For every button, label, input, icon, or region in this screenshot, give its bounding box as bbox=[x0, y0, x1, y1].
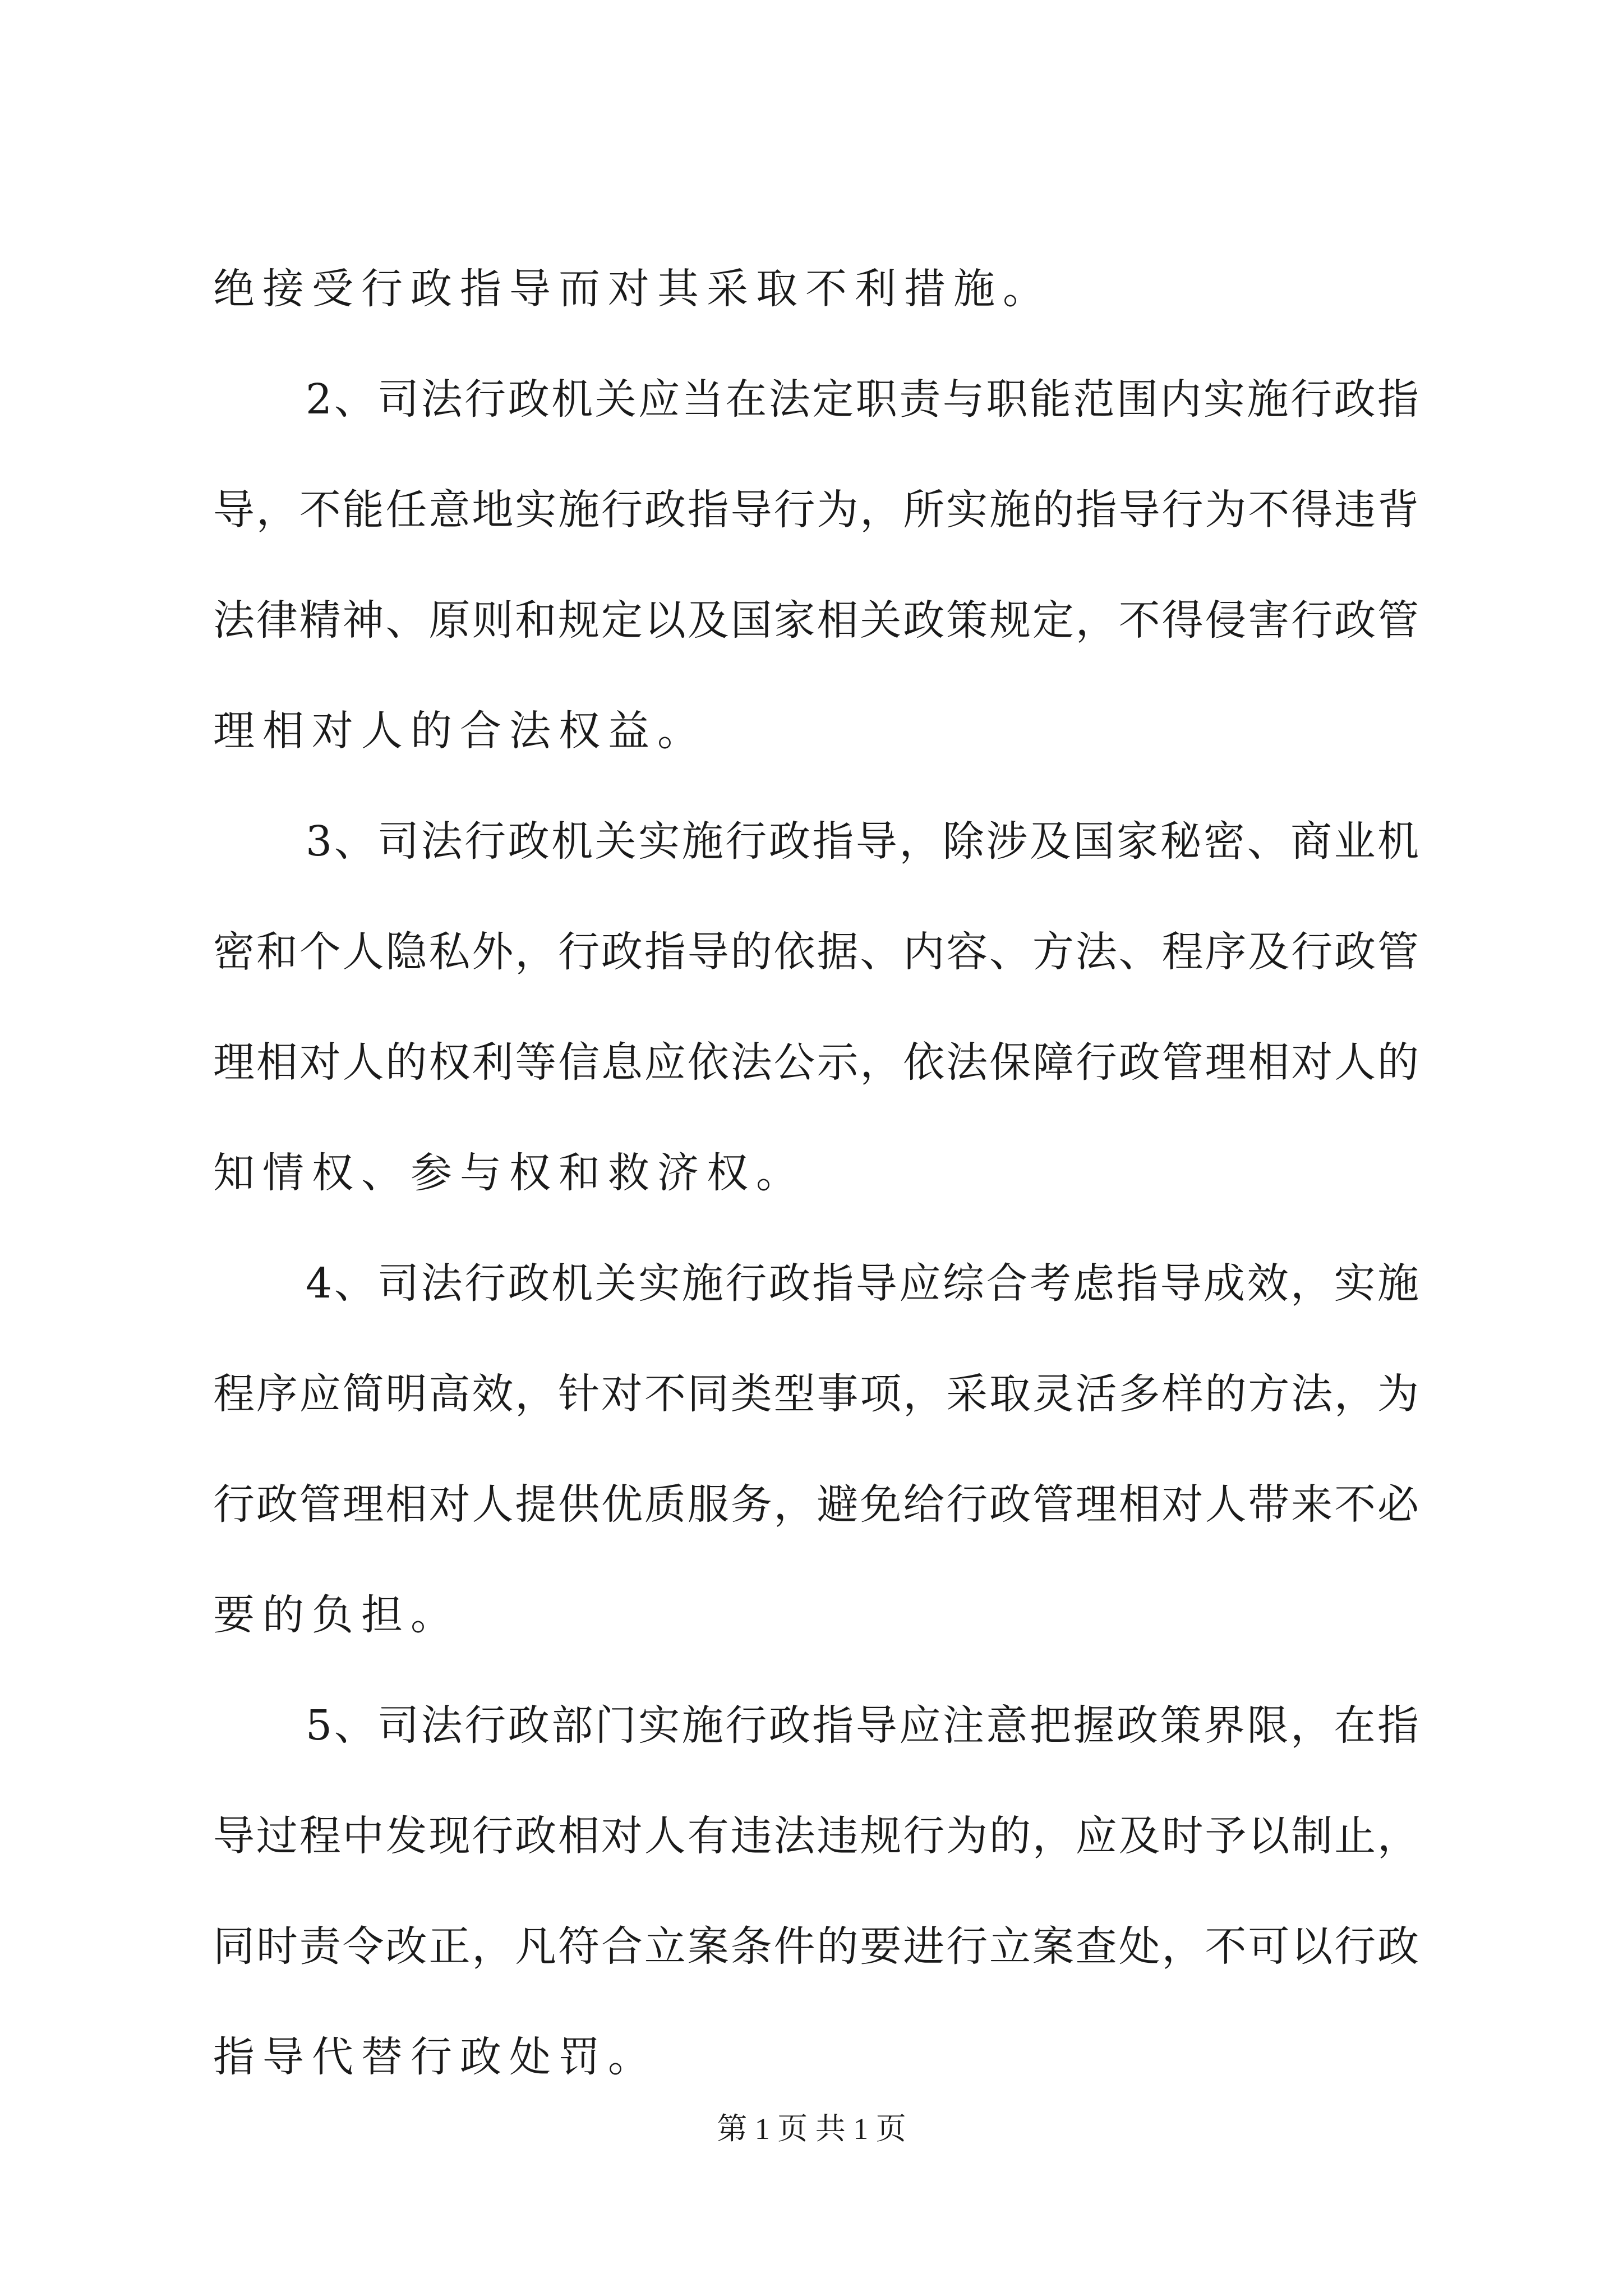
page-number-footer: 第 1 页 共 1 页 bbox=[717, 2112, 906, 2146]
text-line-10: 4、司法行政机关实施行政指导应综合考虑指导成效，实施 bbox=[306, 1259, 1419, 1308]
text-line-13: 要的负担。 bbox=[213, 1591, 460, 1639]
text-line-12: 行政管理相对人提供优质服务，避免给行政管理相对人带来不必 bbox=[213, 1480, 1419, 1529]
text-line-3: 导，不能任意地实施行政指导行为，所实施的指导行为不得违背 bbox=[213, 486, 1419, 534]
text-line-6: 3、司法行政机关实施行政指导，除涉及国家秘密、商业机 bbox=[306, 817, 1419, 866]
text-line-14: 5、司法行政部门实施行政指导应注意把握政策界限，在指 bbox=[306, 1701, 1419, 1750]
text-line-17: 指导代替行政处罚。 bbox=[213, 2033, 657, 2081]
text-line-2: 2、司法行政机关应当在法定职责与职能范围内实施行政指 bbox=[306, 375, 1419, 424]
text-line-5: 理相对人的合法权益。 bbox=[213, 707, 707, 755]
text-line-16: 同时责令改正，凡符合立案条件的要进行立案查处，不可以行政 bbox=[213, 1922, 1419, 1971]
text-line-15: 导过程中发现行政相对人有违法违规行为的，应及时予以制止， bbox=[213, 1812, 1419, 1860]
text-line-8: 理相对人的权利等信息应依法公示，依法保障行政管理相对人的 bbox=[213, 1038, 1419, 1087]
text-line-7: 密和个人隐私外，行政指导的依据、内容、方法、程序及行政管 bbox=[213, 928, 1419, 976]
text-line-11: 程序应简明高效，针对不同类型事项，采取灵活多样的方法，为 bbox=[213, 1370, 1419, 1418]
text-line-1: 绝接受行政指导而对其采取不利措施。 bbox=[213, 265, 1052, 313]
text-line-9: 知情权、参与权和救济权。 bbox=[213, 1149, 805, 1197]
text-line-4: 法律精神、原则和规定以及国家相关政策规定，不得侵害行政管 bbox=[213, 596, 1419, 645]
